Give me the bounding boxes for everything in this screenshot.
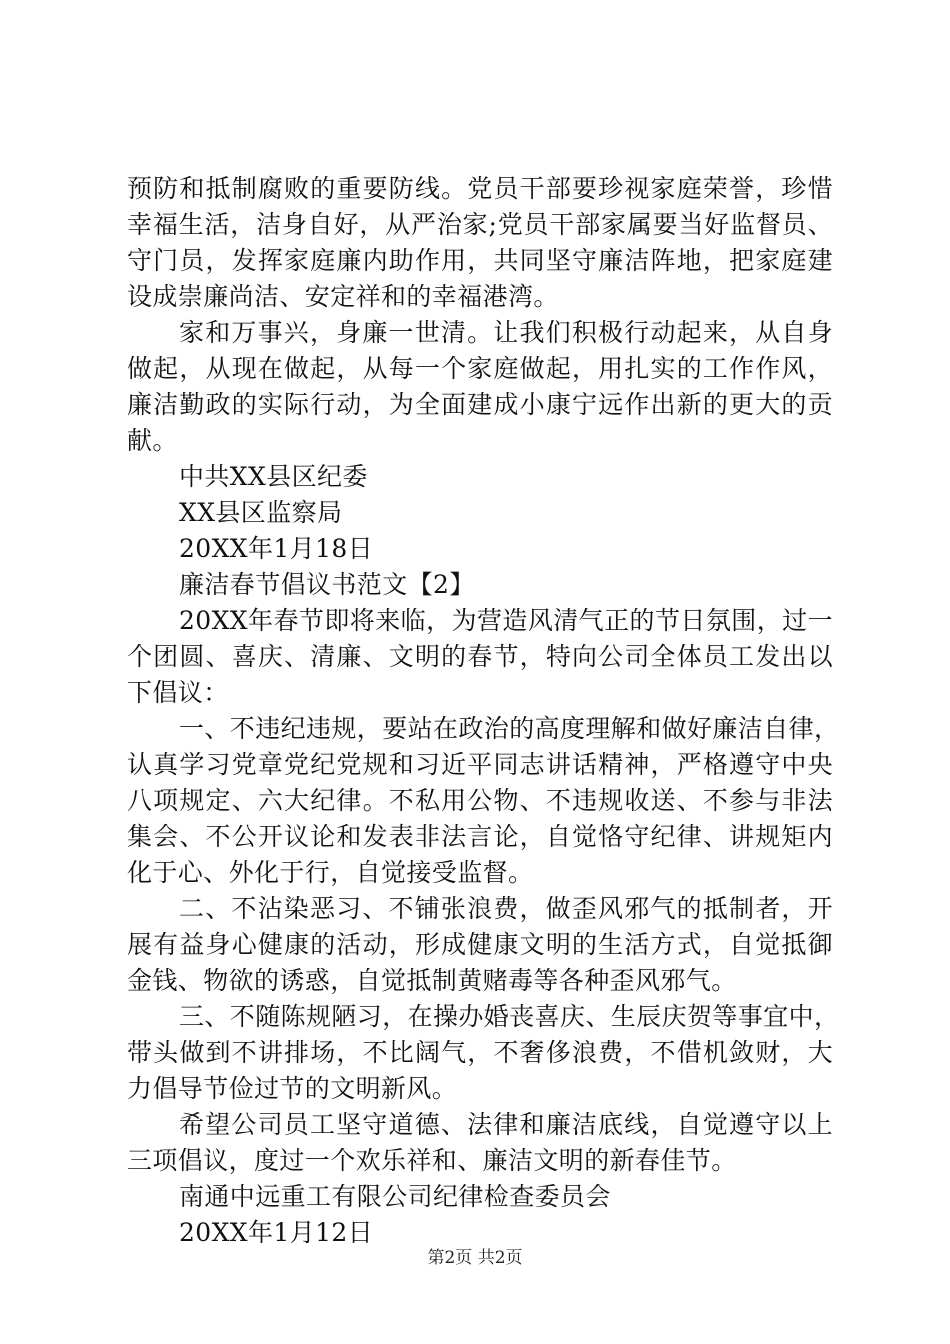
- text-line: 20XX年1月12日: [179, 1218, 374, 1247]
- text-line: 认真学习党章党纪党规和习近平同志讲话精神，严格遵守中央: [127, 750, 833, 779]
- page-number: 第2页 共2页: [427, 1248, 523, 1268]
- text-line: 预防和抵制腐败的重要防线。党员干部要珍视家庭荣誉，珍惜: [127, 174, 833, 203]
- text-line: 展有益身心健康的活动，形成健康文明的生活方式，自觉抵御: [127, 930, 833, 959]
- text-line: 三、不随陈规陋习，在操办婚丧喜庆、生辰庆贺等事宜中，: [179, 1002, 840, 1031]
- paragraph: [127, 495, 833, 531]
- paragraph: [127, 603, 833, 711]
- text-line: 金钱、物欲的诱惑，自觉抵制黄赌毒等各种歪风邪气。: [127, 966, 737, 995]
- paragraph: [127, 891, 833, 999]
- text-line: 带头做到不讲排场，不比阔气，不奢侈浪费，不借机敛财，大: [127, 1038, 833, 1067]
- text-line: 廉洁勤政的实际行动，为全面建成小康宁远作出新的更大的贡: [127, 390, 833, 419]
- text-line: 幸福生活，洁身自好，从严治家;党员干部家属要当好监督员、: [127, 210, 833, 239]
- text-line: 二、不沾染恶习、不铺张浪费，做歪风邪气的抵制者，开: [179, 894, 833, 923]
- page-footer: [0, 1247, 950, 1269]
- paragraph: [127, 1179, 833, 1215]
- text-line: 廉洁春节倡议书范文【2】: [179, 570, 475, 599]
- text-line: 八项规定、六大纪律。不私用公物、不违规收送、不参与非法: [127, 786, 833, 815]
- paragraph: [127, 315, 833, 459]
- text-line: 一、不违纪违规，要站在政治的高度理解和做好廉洁自律，: [179, 714, 840, 743]
- paragraph: [127, 1107, 833, 1179]
- text-line: 家和万事兴，身廉一世清。让我们积极行动起来，从自身: [179, 318, 833, 347]
- text-line: 设成崇廉尚洁、安定祥和的幸福港湾。: [127, 282, 559, 311]
- text-line: 化于心、外化于行，自觉接受监督。: [127, 858, 534, 887]
- paragraph: [127, 531, 833, 567]
- text-line: 力倡导节俭过节的文明新风。: [127, 1074, 458, 1103]
- text-line: 中共XX县区纪委: [179, 462, 368, 491]
- text-line: 集会、不公开议论和发表非法言论，自觉恪守纪律、讲规矩内: [127, 822, 833, 851]
- text-line: 个团圆、喜庆、清廉、文明的春节，特向公司全体员工发出以: [127, 642, 833, 671]
- paragraph: [127, 999, 840, 1107]
- text-line: XX县区监察局: [179, 498, 343, 527]
- document-body: [127, 171, 840, 1251]
- text-line: 三项倡议，度过一个欢乐祥和、廉洁文明的新春佳节。: [127, 1146, 737, 1175]
- text-line: 下倡议：: [127, 678, 229, 707]
- text-line: 做起，从现在做起，从每一个家庭做起，用扎实的工作作风，: [127, 354, 833, 383]
- paragraph: [127, 567, 833, 603]
- text-line: 南通中远重工有限公司纪律检查委员会: [179, 1182, 611, 1211]
- paragraph: [127, 171, 833, 315]
- text-line: 守门员，发挥家庭廉内助作用，共同坚守廉洁阵地，把家庭建: [127, 246, 833, 275]
- text-line: 20XX年1月18日: [179, 534, 374, 563]
- paragraph: [127, 711, 840, 891]
- paragraph: [127, 459, 833, 495]
- text-line: 希望公司员工坚守道德、法律和廉洁底线，自觉遵守以上: [179, 1110, 833, 1139]
- text-line: 20XX年春节即将来临，为营造风清气正的节日氛围，过一: [179, 606, 833, 635]
- text-line: 献。: [127, 426, 178, 455]
- paragraph: [127, 1215, 833, 1251]
